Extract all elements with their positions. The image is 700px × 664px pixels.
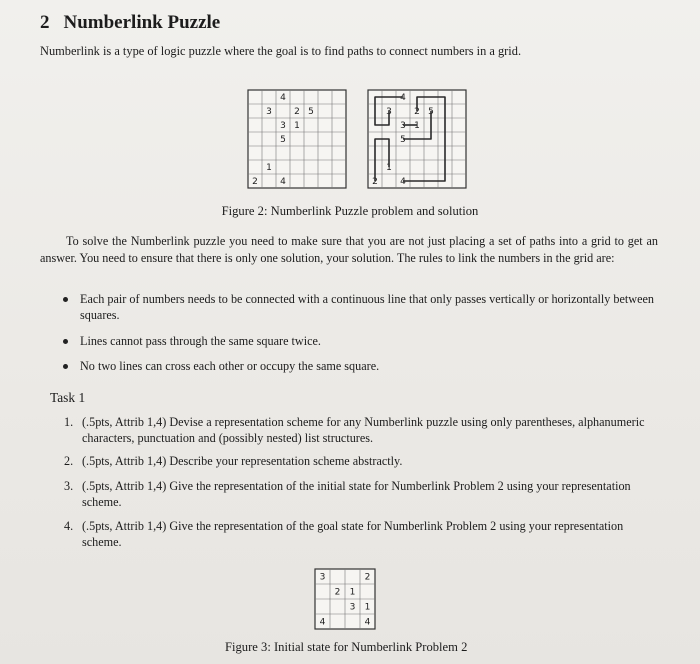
solution-cell-number: 4 — [400, 177, 406, 187]
initial-cell-number: 3 — [349, 602, 356, 613]
problem-cell-number: 2 — [252, 177, 258, 187]
problem-cell-number: 1 — [266, 163, 272, 173]
problem-cell-number: 3 — [266, 107, 272, 117]
initial-cell-number: 2 — [364, 572, 371, 583]
problem-cell-number: 1 — [294, 121, 300, 131]
figure-2 — [230, 88, 470, 190]
solution-cell-number: 4 — [400, 93, 406, 103]
task-item-text: (.5pts, Attrib 1,4) Give the representation of the goal state for Numberlink Problem 2 using your representation scheme. — [82, 519, 624, 549]
rule-item — [63, 333, 663, 349]
rule-text: Each pair of numbers needs to be connected with a continuous line that only passes vertically or horizontally between squares. — [80, 292, 654, 322]
figure-2-svg — [230, 88, 470, 190]
task-item-number: 1. — [64, 415, 74, 429]
task-item-number: 2. — [64, 454, 74, 468]
task-item — [64, 453, 654, 469]
task-item — [64, 414, 654, 446]
bullet-icon — [63, 339, 68, 344]
problem-cell-number: 4 — [280, 93, 286, 103]
figure-2-caption: Figure 2: Numberlink Puzzle problem and solution — [221, 204, 479, 218]
initial-cell-number: 2 — [334, 587, 341, 598]
solution-cell-number: 1 — [414, 121, 420, 131]
problem-cell-number: 3 — [280, 121, 286, 131]
solution-cell-number: 3 — [400, 121, 406, 131]
task-item-number: 4. — [64, 519, 74, 533]
section-number: 2 — [40, 12, 50, 33]
solution-cell-number: 5 — [428, 107, 434, 117]
problem-cell-number: 2 — [294, 107, 300, 117]
initial-cell-number: 1 — [364, 602, 371, 613]
rules-paragraph-text: To solve the Numberlink puzzle you need to make sure that you are not just placing a set of paths into a grid to get an answer. You need to ensure that there is only one solution, your solution. The rules to link the numbers in the grid are: — [40, 234, 658, 265]
task-item — [64, 518, 654, 550]
rule-text: No two lines can cross each other or occupy the same square. — [80, 359, 380, 373]
initial-cell-number: 4 — [319, 617, 326, 628]
task-item — [64, 478, 654, 510]
figure-3 — [313, 567, 393, 636]
section-heading — [40, 12, 220, 34]
figure-3-svg — [313, 567, 393, 631]
intro-text: Numberlink is a type of logic puzzle where the goal is to find paths to connect numbers in a grid. — [40, 44, 522, 58]
problem-cell-number: 4 — [280, 177, 286, 187]
figure-3-caption: Figure 3: Initial state for Numberlink Problem 2 — [225, 640, 468, 654]
solution-cell-number: 5 — [400, 135, 406, 145]
initial-cell-number: 1 — [349, 587, 356, 598]
section-title: Numberlink Puzzle — [63, 12, 221, 33]
initial-cell-number: 4 — [364, 617, 371, 628]
rule-item — [63, 358, 663, 374]
solution-cell-number: 2 — [372, 177, 378, 187]
problem-cell-number: 5 — [280, 135, 286, 145]
problem-cell-number: 5 — [308, 107, 314, 117]
task-item-text: (.5pts, Attrib 1,4) Give the representation of the initial state for Numberlink Problem 2 using your representation scheme. — [82, 479, 631, 509]
puzzle-solution-grid — [368, 90, 466, 188]
rule-item — [63, 291, 663, 323]
bullet-icon — [63, 364, 68, 369]
rule-text: Lines cannot pass through the same square twice. — [80, 334, 321, 348]
rules-paragraph — [40, 233, 658, 267]
solution-cell-number: 2 — [414, 107, 420, 117]
initial-state-grid — [315, 569, 375, 629]
task-item-text: (.5pts, Attrib 1,4) Describe your representation scheme abstractly. — [82, 454, 403, 468]
task-item-number: 3. — [64, 479, 74, 493]
puzzle-problem-grid — [248, 90, 346, 188]
problem-cell-border — [248, 90, 346, 188]
bullet-icon — [63, 297, 68, 302]
task-title: Task 1 — [50, 390, 86, 405]
initial-cell-number: 3 — [319, 572, 326, 583]
task-item-text: (.5pts, Attrib 1,4) Devise a representation scheme for any Numberlink puzzle using only parentheses, alphanumeric characters, punctuation and (possibly nested) list structures. — [82, 415, 645, 445]
solution-cell-number: 3 — [386, 107, 392, 117]
solution-cell-number: 1 — [386, 163, 392, 173]
